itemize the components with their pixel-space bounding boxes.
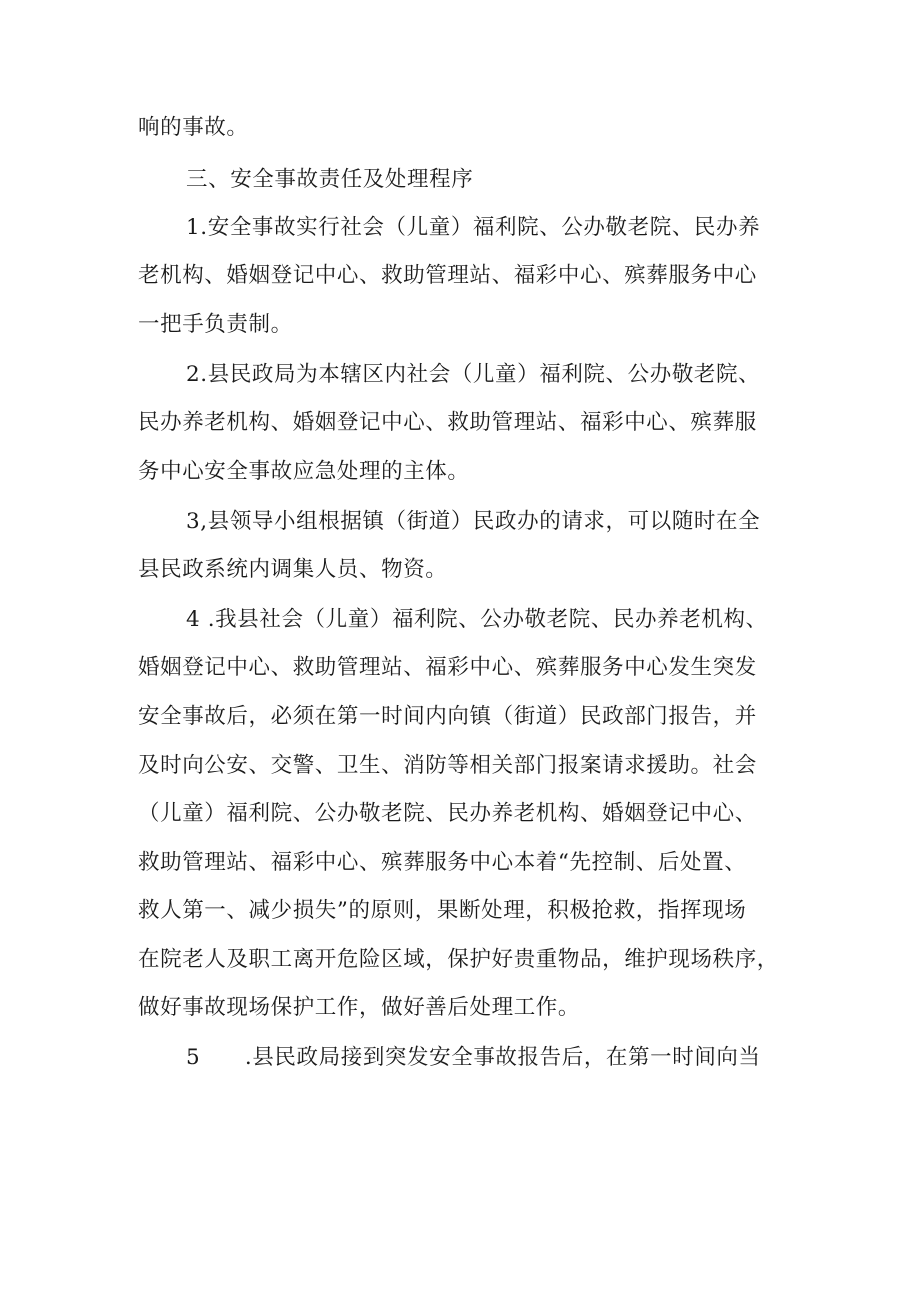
text-line: 婚姻登记中心、救助管理站、福彩中心、殡葬服务中心发生突发 [138,655,757,680]
text-line: 5 .县民政局接到突发安全事故报告后，在第一时间向当 [186,1045,761,1070]
text-line: 1.安全事故实行社会（儿童）福利院、公办敬老院、民办养 [186,215,761,240]
text-line: （儿童）福利院、公办敬老院、民办养老机构、婚姻登记中心、 [138,801,757,826]
text-line: 救助管理站、福彩中心、殡葬服务中心本着“先控制、后处置、 [138,850,747,875]
text-line: 一把手负责制。 [138,312,293,337]
text-line: 县民政系统内调集人员、物资。 [138,557,448,582]
text-line: 4 .我县社会（儿童）福利院、公办敬老院、民办养老机构、 [186,607,768,632]
text-line: 务中心安全事故应急处理的主体。 [138,459,470,484]
text-line: 在院老人及职工离开危险区域，保护好贵重物品，维护现场秩序， [138,947,779,972]
text-line: 救人第一、减少损失”的原则，果断处理，积极抢救，指挥现场 [138,898,747,923]
text-line: 做好事故现场保护工作，做好善后处理工作。 [138,995,581,1020]
text-line: 3,县领导小组根据镇（街道）民政办的请求，可以随时在全 [186,509,761,534]
text-line: 及时向公安、交警、卫生、消防等相关部门报案请求援助。社会 [138,753,757,778]
text-line: 响的事故。 [138,115,249,140]
text-line: 安全事故后，必须在第一时间内向镇（街道）民政部门报告，并 [138,704,757,729]
text-line: 老机构、婚姻登记中心、救助管理站、福彩中心、殡葬服务中心 [138,263,757,288]
text-line: 2.县民政局为本辖区内社会（儿童）福利院、公办敬老院、 [186,362,761,387]
section-heading: 三、安全事故责任及处理程序 [186,167,474,192]
text-line: 民办养老机构、婚姻登记中心、救助管理站、福彩中心、殡葬服 [138,410,757,435]
